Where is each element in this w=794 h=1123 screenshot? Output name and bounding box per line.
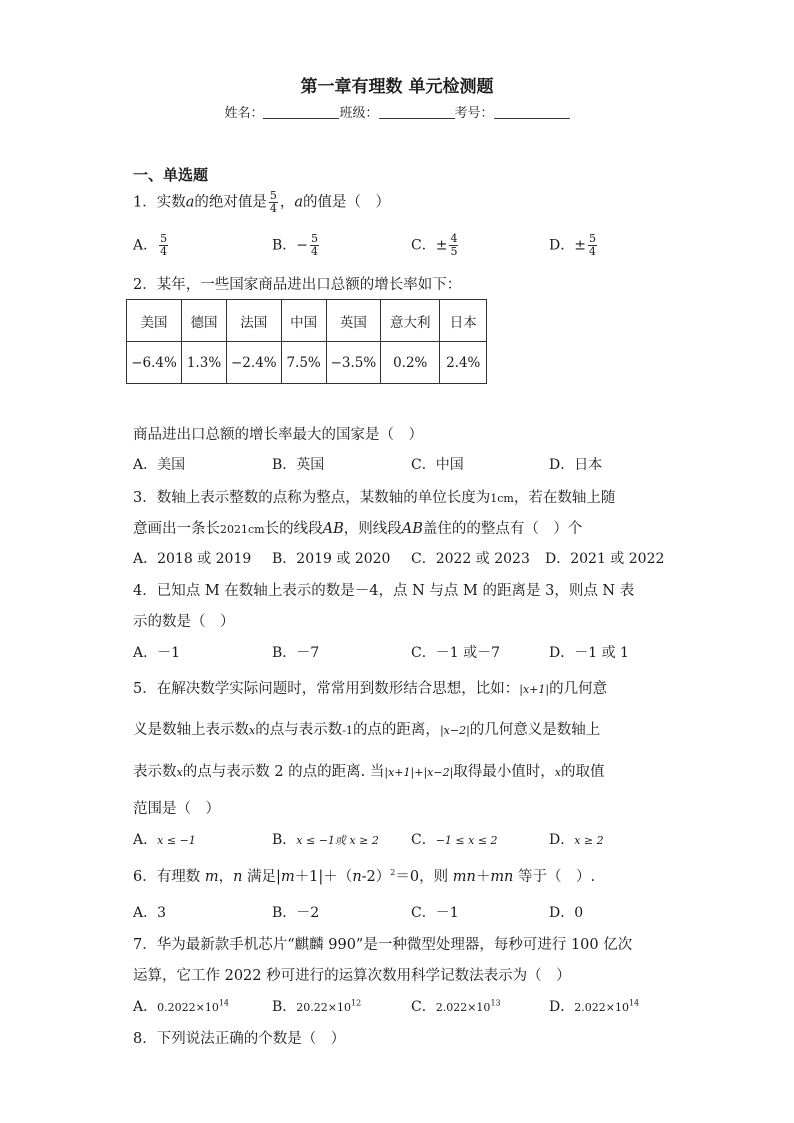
question-1-stem: 1．实数a的绝对值是 $\frac{5}{4}$ ，a的值是（ ） (133, 189, 391, 215)
name-label: 姓名： (224, 106, 264, 121)
fraction: $\frac{5}{4}$ (269, 189, 277, 215)
class-blank[interactable] (379, 106, 455, 119)
q5-option-c[interactable]: C．−1 ≤ x ≤ 2 (411, 832, 498, 848)
q2-option-d[interactable]: D．日本 (549, 457, 603, 473)
table-cell: 0.2% (381, 342, 440, 384)
question-5-line2: 义是数轴上表示数x的点与表示数-1的点的距离，|x−2|的几何意义是数轴上 (133, 722, 601, 738)
table-cell: −6.4% (127, 342, 182, 384)
page-title: 第一章有理数 单元检测题 (300, 77, 494, 97)
section-heading: 一、单选题 (133, 166, 209, 184)
id-blank[interactable] (494, 106, 570, 119)
q6-option-b[interactable]: B．－2 (272, 905, 320, 921)
q5-option-b[interactable]: B．x ≤ −1或 x ≥ 2 (272, 832, 379, 848)
q6-option-d[interactable]: D．0 (549, 905, 584, 921)
q2-option-b[interactable]: B．英国 (272, 457, 325, 473)
question-3-line1: 3．数轴上表示整数的点称为整点，某数轴的单位长度为1cm，若在数轴上随 (133, 490, 616, 506)
question-7-line2: 运算，它工作 2022 秒可进行的运算次数用科学记数法表示为（ ） (133, 968, 571, 984)
q3-option-c[interactable]: C．2022 或 2023 (411, 551, 530, 567)
q7-option-c[interactable]: C．$2.022\times 10^{13}$ (411, 998, 501, 1015)
q1-option-a[interactable]: A． $\frac{5}{4}$ (133, 232, 168, 258)
q2-option-a[interactable]: A．美国 (133, 457, 186, 473)
q4-option-d[interactable]: D．－1 或 1 (549, 645, 629, 661)
table-cell: 中国 (281, 300, 326, 342)
table-cell: 日本 (440, 300, 487, 342)
question-8-stem: 8．下列说法正确的个数是（ ） (133, 1031, 346, 1047)
q6-option-c[interactable]: C．－1 (411, 905, 459, 921)
q5-option-d[interactable]: D．x ≥ 2 (549, 832, 604, 848)
q7-option-b[interactable]: B．$20.22\times 10^{12}$ (272, 998, 362, 1015)
q4-option-c[interactable]: C．－1 或－7 (411, 645, 500, 661)
question-6-stem: 6．有理数 m，n 满足$|m+1|+(n-2)^2=0$，则 mn＋mn 等于（ ）. (133, 868, 596, 885)
q1-option-b[interactable]: B．− $\frac{5}{4}$ (272, 232, 319, 258)
table-row (127, 342, 487, 384)
question-7-line1: 7．华为最新款手机芯片“麒麟 990”是一种微型处理器，每秒可进行 100 亿次 (133, 937, 633, 953)
question-2-question: 商品进出口总额的增长率最大的国家是（ ） (133, 427, 423, 443)
q4-option-b[interactable]: B．－7 (272, 645, 320, 661)
q1-option-c[interactable]: C．± $\frac{4}{5}$ (411, 232, 458, 258)
table-header-row (127, 300, 487, 342)
q6-option-a[interactable]: A．3 (133, 905, 167, 921)
question-4-line1: 4．已知点 M 在数轴上表示的数是－4，点 N 与点 M 的距离是 3，则点 N 表 (133, 583, 635, 599)
question-2-stem: 2．某年，一些国家商品进出口总额的增长率如下： (133, 277, 462, 293)
question-5-line3: 表示数x的点与表示数 2 的点的距离. 当|x+1|+|x−2|取得最小值时，x的取值 (133, 764, 605, 780)
q4-option-a[interactable]: A．－1 (133, 645, 181, 661)
question-3-line2: 意画出一条长2021cm长的线段AB，则线段AB盖住的的整点有（ ）个 (133, 521, 583, 537)
q1-option-d[interactable]: D．± $\frac{5}{4}$ (549, 232, 596, 258)
growth-rate-table (126, 299, 487, 384)
table-cell: −3.5% (326, 342, 381, 384)
id-label: 考号： (454, 106, 494, 121)
q7-option-d[interactable]: D．$2.022\times 10^{14}$ (549, 998, 640, 1015)
q3-option-b[interactable]: B．2019 或 2020 (272, 551, 391, 567)
q2-option-c[interactable]: C．中国 (411, 457, 464, 473)
question-5-line1: 5．在解决数学实际问题时，常常用到数形结合思想，比如：|x+1|的几何意 (133, 681, 608, 697)
question-4-line2: 示的数是（ ） (133, 614, 235, 630)
q3-option-a[interactable]: A．2018 或 2019 (133, 551, 252, 567)
table-cell: 2.4% (440, 342, 487, 384)
q7-option-a[interactable]: A．$0.2022\times 10^{14}$ (133, 998, 230, 1015)
name-blank[interactable] (263, 106, 339, 119)
question-5-line4: 范围是（ ） (133, 801, 220, 817)
table-cell: 德国 (182, 300, 227, 342)
q5-option-a[interactable]: A．x ≤ −1 (133, 832, 196, 848)
table-cell: 1.3% (182, 342, 227, 384)
student-info-line (0, 102, 794, 121)
table-cell: 意大利 (381, 300, 440, 342)
table-cell: −2.4% (227, 342, 282, 384)
table-cell: 美国 (127, 300, 182, 342)
q3-option-d[interactable]: D．2021 或 2022 (545, 551, 665, 567)
table-cell: 7.5% (281, 342, 326, 384)
table-cell: 法国 (227, 300, 282, 342)
class-label: 班级： (339, 106, 379, 121)
table-cell: 英国 (326, 300, 381, 342)
